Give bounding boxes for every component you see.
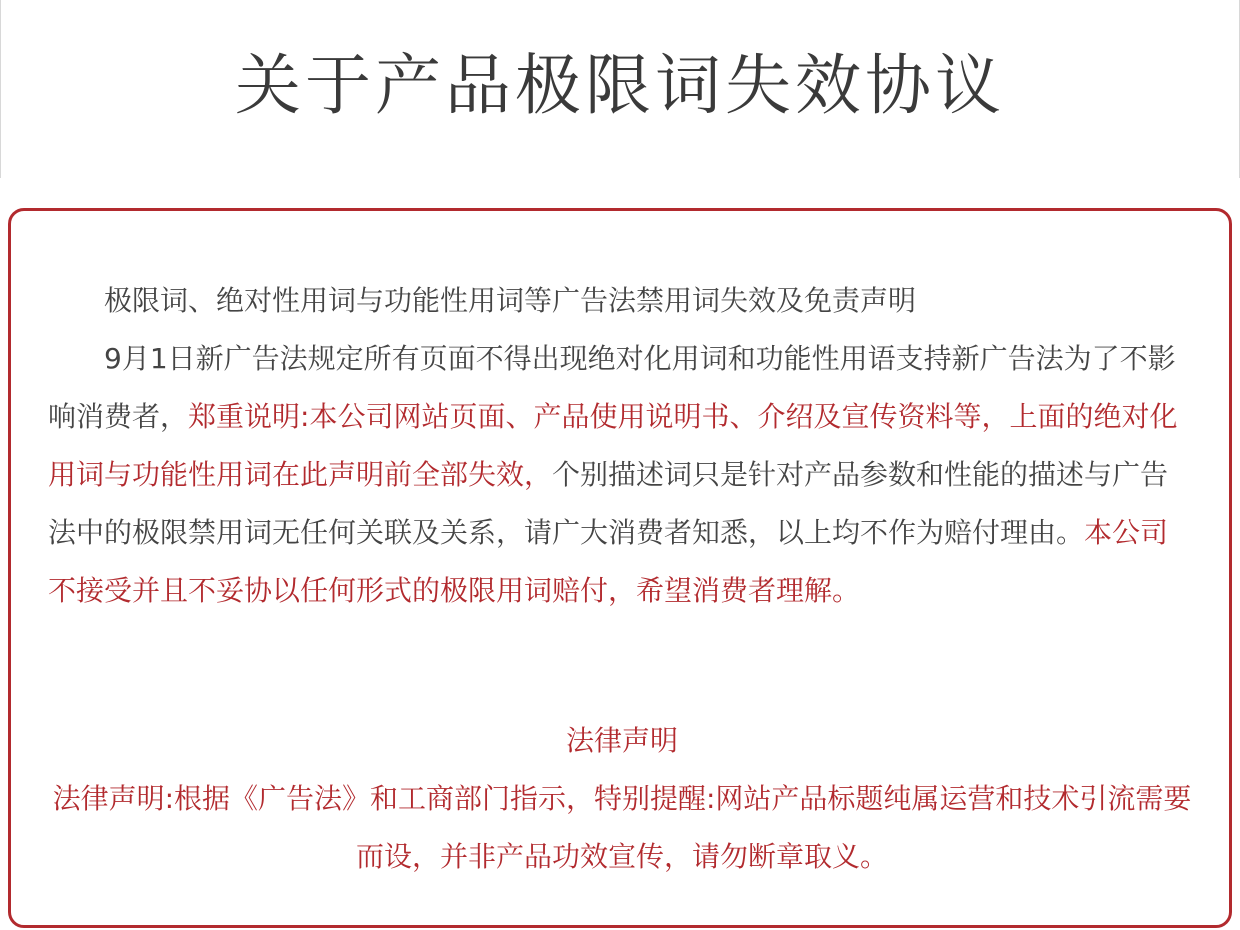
legal-text: 法律声明:根据《广告法》和工商部门指示，特别提醒:网站产品标题纯属运营和技术引流需要而设，并非产品功效宣传，请勿断章取义。 — [52, 782, 1192, 873]
disclaimer-section — [48, 272, 1196, 620]
disclaimer-paragraph — [48, 330, 1196, 620]
page-title: 关于产品极限词失效协议 — [235, 46, 1005, 124]
legal-title: 法律声明 — [565, 724, 678, 757]
legal-section — [48, 712, 1196, 886]
disclaimer-highlight-statement: 郑重说明:本公司网站页面、产品使用说明书、介绍及宣传资料等，上面的绝对化用词与功能性用词在此声明前全部失效， — [48, 400, 1178, 491]
disclaimer-highlight-refusal: 本公司不接受并且不妥协以任何形式的极限用词赔付，希望消费者理解。 — [48, 516, 1169, 607]
disclaimer-heading: 极限词、绝对性用词与功能性用词等广告法禁用词失效及免责声明 — [104, 284, 917, 317]
disclaimer-lead-text: 9月1日新广告法规定所有页面不得出现绝对化用词和功能性用语支持新广告法为了不影响消费者， — [48, 342, 1176, 433]
disclaimer-middle-text: 个别描述词只是针对产品参数和性能的描述与广告法中的极限禁用词无任何关联及关系，请广大消费者知悉，以上均不作为赔付理由。 — [48, 458, 1169, 549]
header — [0, 0, 1240, 178]
